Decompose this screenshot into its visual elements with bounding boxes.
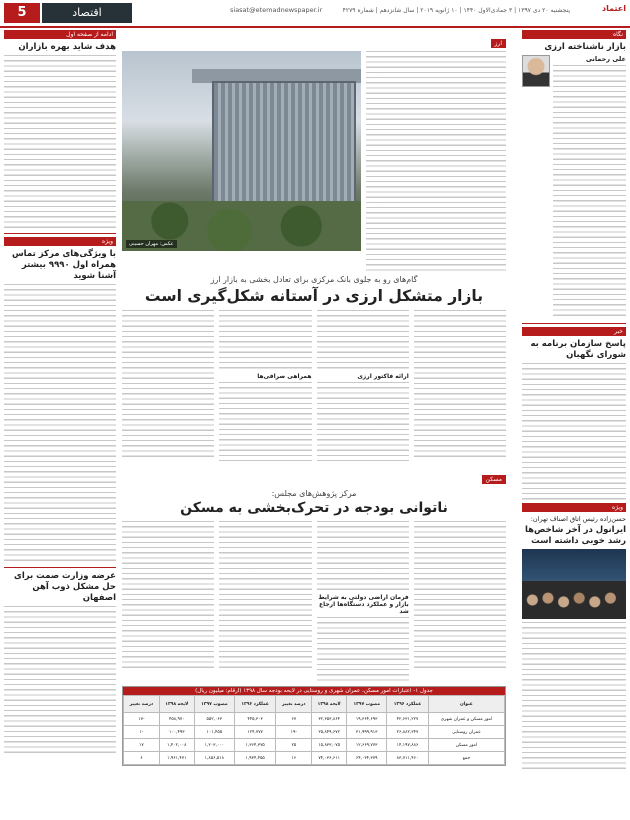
article-body — [414, 310, 506, 460]
article-body — [553, 65, 626, 320]
subhead: همراهی صرافی‌ها — [257, 373, 312, 380]
page-header — [0, 0, 630, 28]
section-tag: ارز — [491, 39, 506, 48]
table-cell: ۶۷ — [276, 713, 312, 726]
secondary-headline[interactable]: ناتوانی بودجه در تحرک‌بخشی به مسکن — [180, 500, 448, 516]
tag-bar — [522, 30, 626, 39]
table-row — [124, 726, 505, 739]
table-cell: ۱۷ — [124, 739, 160, 752]
article-body — [4, 606, 116, 756]
table-cell: ۱,۴۰۲,۰۰۸ — [159, 739, 194, 752]
table-header-cell: درصد تغییر — [276, 696, 312, 713]
table-header-cell: عنوان — [428, 696, 504, 713]
table-cell: ۴۲,۶۳۱,۲۲۷ — [387, 713, 429, 726]
article-body — [366, 51, 506, 271]
table-cell: ۱,۹۶۱,۴۷۱ — [159, 752, 194, 765]
table-header-cell: درصد تغییر — [124, 696, 160, 713]
article-title[interactable]: بازار ناشناخته ارزی — [544, 42, 626, 52]
photo-people — [522, 581, 626, 619]
article-body — [414, 521, 506, 671]
article-columns — [122, 521, 506, 682]
table-cell: ۱۲,۶۶۹,۷۷۳ — [347, 739, 387, 752]
table-title: جدول ۱- اعتبارات امور مسکن، عمران شهری و روستایی در لایحه بودجه سال ۱۳۹۸ (ارقام: میلیون ریال) — [123, 687, 505, 695]
article-title[interactable]: ایرانول در آخر شاخص‌ها رشد خوبی داشته است — [524, 525, 626, 546]
table-cell: ۱۰۰,۴۹۳ — [159, 726, 194, 739]
headline-kicker: مرکز پژوهش‌های مجلس: — [271, 489, 357, 498]
headline-kicker: گام‌های رو به جلوی بانک مرکزی برای تعادل بخشی به بازار ارز — [210, 275, 418, 284]
table-row — [124, 713, 505, 726]
table-header-cell: عملکرد ۱۳۹۶ — [387, 696, 429, 713]
article-body — [122, 310, 214, 460]
article-body — [122, 521, 214, 671]
table-row — [124, 739, 505, 752]
table-cell: -۱ — [124, 726, 160, 739]
left-column — [4, 30, 116, 816]
tag-label: ویژه — [611, 504, 623, 511]
budget-table — [122, 686, 506, 766]
table-header-cell: مصوب ۱۳۹۷ — [347, 696, 387, 713]
table-body — [124, 713, 505, 765]
table-cell: ۱۲۴,۷۷۷ — [234, 726, 276, 739]
article-body — [219, 521, 311, 671]
article-body — [219, 310, 311, 370]
table-cell: ۱,۳۶۴,۳۷۵ — [234, 739, 276, 752]
author-portrait — [522, 55, 550, 87]
table-cell: ۶۴,۰۳۴,۳۷۹ — [347, 752, 387, 765]
table-cell: ۴۴۵,۳۰۳ — [234, 713, 276, 726]
table-cell: ۲۵,۸۴۹,۶۷۲ — [312, 726, 347, 739]
table-cell: ۱,۹۳۴,۴۵۵ — [234, 752, 276, 765]
table-cell: ۲۵ — [276, 739, 312, 752]
table-cell: امور مسکن و عمران شهری — [428, 713, 504, 726]
table-cell: -۱۹ — [276, 726, 312, 739]
tag-label: ادامه از صفحه اول — [66, 31, 113, 38]
subhead: فرمان اراضی دولتی به شرایط بازار و عملکرد دستگاه‌ها ارجاع شد — [318, 594, 409, 615]
article-body — [219, 382, 311, 462]
tag-bar — [4, 30, 116, 39]
table-header-cell: لایحه ۱۳۹۸ — [159, 696, 194, 713]
table-cell: ۵۵۲,۰۶۳ — [194, 713, 234, 726]
table-cell: ۷۴,۰۳۶,۶۱۱ — [312, 752, 347, 765]
author-name: علی رحمانی — [585, 55, 626, 63]
central-bank-photo — [122, 51, 361, 251]
section-title: اقتصاد — [42, 3, 132, 23]
tag-bar — [4, 237, 116, 246]
table-cell: ۱۵,۸۳۳,۰۷۵ — [312, 739, 347, 752]
table-cell: امور مسکن — [428, 739, 504, 752]
article-title[interactable]: هدف شاید بهره بازاران — [18, 42, 116, 52]
article-body — [4, 284, 116, 564]
right-column — [522, 30, 626, 816]
table-cell: -۱۷ — [124, 713, 160, 726]
article-title[interactable]: با ویژگی‌های مرکز تماس همراه اول ۹۹۹۰ بیشتر آشنا شوید — [11, 249, 116, 281]
article-kicker: حسن‌زاده رئیس اتاق اصناف تهران: — [530, 515, 626, 523]
article-body — [317, 310, 409, 370]
table-cell: ۲۶,۸۸۲,۳۴۷ — [387, 726, 429, 739]
event-photo — [522, 549, 626, 619]
article-body — [317, 617, 409, 682]
table-cell: عمران روستایی — [428, 726, 504, 739]
divider — [522, 323, 626, 324]
divider — [4, 233, 116, 234]
newspaper-logo: اعتماد — [602, 4, 626, 13]
table-cell: ۱۶ — [276, 752, 312, 765]
table-row — [124, 752, 505, 765]
table-cell: ۱,۸۵۶,۵۱۸ — [194, 752, 234, 765]
article-body — [522, 622, 626, 772]
table-header-cell: لایحه ۱۳۹۸ — [312, 696, 347, 713]
article-body — [317, 382, 409, 462]
site-email[interactable]: siasat@etemadnewspaper.ir — [230, 6, 323, 14]
table-cell: ۳۲,۳۵۳,۸۶۴ — [312, 713, 347, 726]
photo-caption: عکس: مهران حسینی — [126, 240, 177, 248]
main-area — [122, 30, 506, 816]
table-cell: ۱۴,۱۹۷,۸۸۶ — [387, 739, 429, 752]
article-body — [522, 363, 626, 503]
date-line: پنجشنبه ۲۰ دی ۱۳۹۷ | ۳ جمادی‌الاول ۱۴۴۰ | ۱۰ ژانویه ۲۰۱۹ | سال شانزدهم | شماره ۴۲۷۹ — [342, 7, 570, 14]
tag-bar — [522, 327, 626, 336]
article-body — [4, 55, 116, 230]
table-header-row — [124, 696, 505, 713]
tag-bar — [522, 503, 626, 512]
article-title[interactable]: پاسخ سازمان برنامه به شورای نگهبان — [530, 339, 626, 360]
table-cell: ۳۱,۹۹۹,۹۱۳ — [347, 726, 387, 739]
article-columns — [122, 310, 506, 462]
data-table — [123, 695, 505, 765]
table-cell: ۸۳,۷۱۱,۴۶۰ — [387, 752, 429, 765]
table-cell: جمع — [428, 752, 504, 765]
table-header-cell: عملکرد ۱۳۹۶ — [234, 696, 276, 713]
divider — [4, 567, 116, 568]
tag-label: خبر — [614, 328, 623, 335]
table-cell: ۱۰۱,۴۵۵ — [194, 726, 234, 739]
table-cell: ۶ — [124, 752, 160, 765]
tag-label: نگاه — [613, 31, 623, 38]
table-cell: ۱,۲۰۳,۰۰۰ — [194, 739, 234, 752]
page-number: 5 — [4, 3, 40, 23]
tag-label: ویژه — [101, 238, 113, 245]
table-cell: ۱۹,۳۶۴,۶۹۳ — [347, 713, 387, 726]
main-headline[interactable]: بازار متشکل ارزی در آستانه شکل‌گیری است — [144, 287, 484, 305]
table-cell: ۴۵۸,۹۷۰ — [159, 713, 194, 726]
section-tag: مسکن — [482, 475, 506, 484]
article-body — [317, 521, 409, 591]
table-header-cell: مصوب ۱۳۹۷ — [194, 696, 234, 713]
article-title[interactable]: عرضه وزارت صمت برای حل مشکل ذوب آهن اصفهان — [14, 571, 116, 603]
subhead: ارائه فاکتور ارزی — [357, 373, 409, 380]
